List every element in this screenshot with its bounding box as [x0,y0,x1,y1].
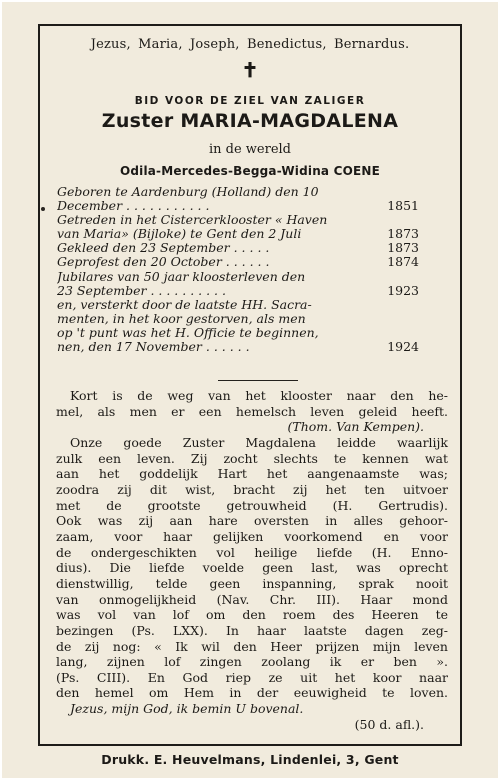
text-line: zaam, voor haar gelijken voorkomend en voor [56,528,448,544]
bio-line: 23 September . . . . . . . . . . 1923 [57,282,419,298]
prayer-heading: BID VOOR DE ZIEL VAN ZALIGER [134,95,366,107]
text-line: van onmogelijkheid (Nav. Chr. III). Haar mond [56,591,448,607]
text-line: Kort is de weg van het klooster naar den he- [70,388,448,403]
text-line: was vol van lof om den roem des Heeren te [56,607,448,623]
in-the-world-label: in de wereld [208,142,292,157]
text-line: dius). Die liefde voelde geen last, was oprecht [56,560,448,576]
invocation: Jezus, Maria, Joseph, Benedictus, Bernardus. [90,37,410,52]
biography [57,185,419,354]
text-line: (Ps. CIII). En God riep ze uit het koor naar [56,669,448,685]
bio-line: Getreden in het Cistercerklooster « Haven [57,213,328,228]
text-line: zoodra zij dit wist, bracht zij het ten uitvoer [56,481,448,497]
bio-line: nen, den 17 November . . . . . . 1924 [57,339,419,355]
bio-line: December . . . . . . . . . . . 1851 [57,198,419,214]
bio-line: Geprofest den 20 October . . . . . . 1874 [57,254,419,270]
text-line: de ondergeschikten vol heilige liefde (H. Enno- [56,544,448,560]
divider-rule [218,380,298,381]
text-line: bezingen (Ps. LXX). In haar laatste dagen zeg- [56,622,448,638]
bio-line: en, versterkt door de laatste HH. Sacra- [57,297,312,312]
text-line: Onze goede Zuster Magdalena leidde waarlijk [70,434,448,450]
text-line: de zij nog: « Ik wil den Heer prijzen mijn leven [56,638,448,654]
text-line: mel, als men er een hemelsch leven geleid heeft. [56,403,448,419]
text-line: Ook was zij aan hare oversten in alles gehoor- [56,513,448,529]
text-line: dienstwillig, telde geen inspanning, sprak nooit [56,575,448,591]
indulgence-note: (50 d. afl.). [354,716,424,732]
bio-line: van Maria» (Bijloke) te Gent den 2 Juli 1873 [57,226,419,242]
text-line: aan het goddelijk Hart het aangenaamste was; [56,466,448,482]
text-line: zulk een leven. Zij zocht slechts te kennen wat [56,450,448,466]
deceased-name: Zuster MARIA-MAGDALENA [101,110,399,132]
text-line: lang, zijnen lof zingen zoolang ik er ben ». [56,654,448,670]
bio-line: Gekleed den 23 September . . . . . 1873 [57,240,419,256]
bio-line: menten, in het koor gestorven, als men [57,311,306,326]
text-line: den hemel om Hem in der eeuwigheid te loven. [56,685,448,701]
printer-imprint: Drukk. E. Heuvelmans, Lindenlei, 3, Gent [101,752,399,767]
text-line: (Thom. Van Kempen). [287,419,424,435]
text-line: met de grootste getrouwheid (H. Gertrudis). [56,497,448,513]
bio-line: Jubilares van 50 jaar kloosterleven den [57,269,306,284]
bio-line: Geboren te Aardenburg (Holland) den 10 [57,185,319,199]
cross-icon: ✝ [241,58,259,82]
closing-prayer: Jezus, mijn God, ik bemin U bovenal. [70,701,304,717]
eulogy-text [56,388,448,732]
bio-line: op 't punt was het H. Officie te beginnen, [57,325,319,340]
civil-name: Odila-Mercedes-Begga-Widina COENE [119,164,381,178]
